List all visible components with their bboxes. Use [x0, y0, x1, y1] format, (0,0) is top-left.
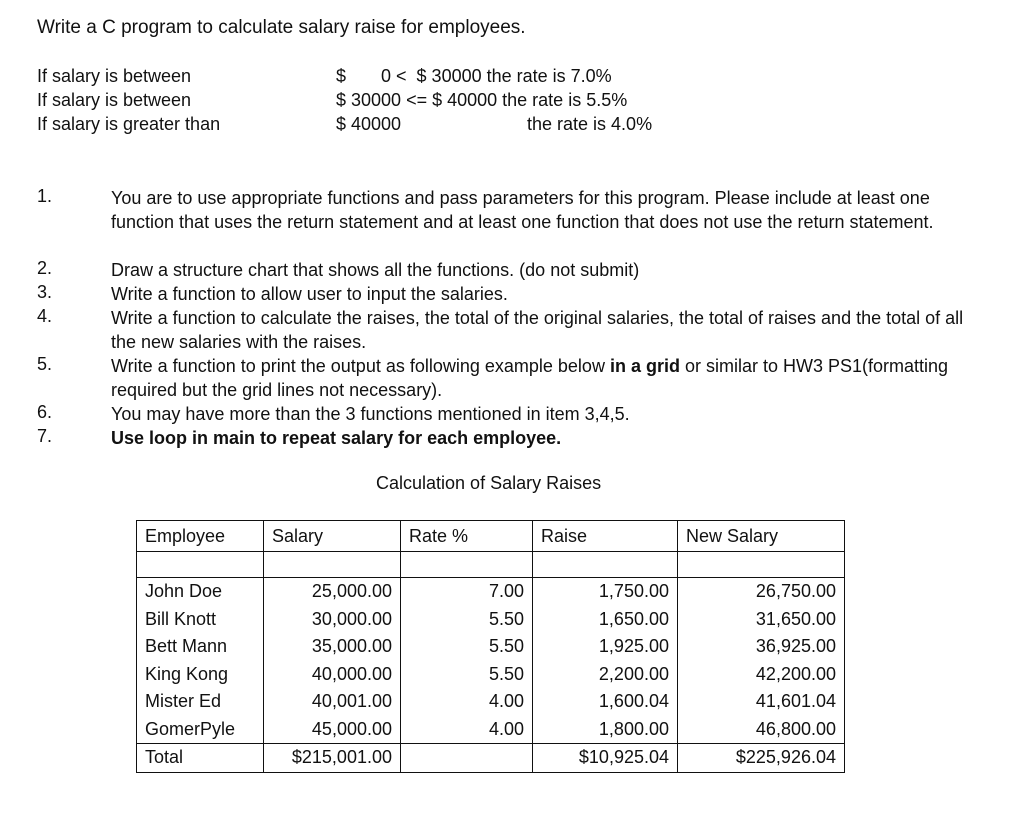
rate-cell: 5.50	[401, 661, 533, 689]
spacer-cell	[137, 552, 264, 578]
rate-cell: 4.00	[401, 716, 533, 744]
list-item-text: Write a function to allow user to input the salaries.	[111, 284, 508, 304]
rate-condition-range: $ 30000 <= $ 40000 the rate is 5.5%	[336, 90, 628, 110]
list-item-text: Write a function to calculate the raises, the total of the original salaries, the total of raises and the total of all the new salaries with the raises.	[111, 308, 964, 352]
table-spacer-row	[137, 552, 845, 578]
employee-cell: King Kong	[137, 661, 264, 689]
new-salary-cell: 46,800.00	[678, 716, 845, 744]
list-item-number: 6.	[37, 402, 53, 422]
list-item-number: 5.	[37, 354, 53, 374]
rate-condition-range: $ 40000	[336, 114, 402, 134]
spacer-cell	[401, 552, 533, 578]
list-item-text-part: or similar to HW3 PS1(formatting required but the grid lines not necessary).	[111, 356, 949, 400]
spacer-cell	[533, 552, 678, 578]
table-total-row	[137, 744, 845, 773]
rate-cell: 7.00	[401, 578, 533, 606]
total-new-salary-cell: $225,926.04	[678, 744, 845, 773]
rate-condition-label: If salary is between	[37, 66, 192, 86]
list-item-text	[111, 354, 991, 402]
table-row	[137, 606, 845, 634]
employee-cell: Mister Ed	[137, 688, 264, 716]
total-label-cell: Total	[137, 744, 264, 773]
list-item-number: 3.	[37, 282, 53, 302]
table-row	[137, 661, 845, 689]
list-item-number: 7.	[37, 426, 53, 446]
rate-condition-rate: the rate is 4.0%	[527, 114, 653, 134]
table-row	[137, 688, 845, 716]
raise-cell: 1,800.00	[533, 716, 678, 744]
total-salary-cell: $215,001.00	[264, 744, 401, 773]
list-item-text: Draw a structure chart that shows all the functions. (do not submit)	[111, 260, 640, 280]
raise-cell: 2,200.00	[533, 661, 678, 689]
salary-cell: 25,000.00	[264, 578, 401, 606]
new-salary-cell: 26,750.00	[678, 578, 845, 606]
new-salary-cell: 41,601.04	[678, 688, 845, 716]
spacer-cell	[678, 552, 845, 578]
spacer-cell	[264, 552, 401, 578]
header-rate: Rate %	[401, 521, 533, 552]
salary-cell: 35,000.00	[264, 633, 401, 661]
new-salary-cell: 36,925.00	[678, 633, 845, 661]
list-item-text-part: Write a function to print the output as following example below	[111, 356, 610, 376]
assignment-title: Write a C program to calculate salary raise for employees.	[37, 17, 526, 38]
raise-cell: 1,925.00	[533, 633, 678, 661]
employee-cell: Bett Mann	[137, 633, 264, 661]
table-header-row	[137, 521, 845, 552]
salary-cell: 40,000.00	[264, 661, 401, 689]
rate-cell: 5.50	[401, 606, 533, 634]
salary-cell: 40,001.00	[264, 688, 401, 716]
list-item-text: You may have more than the 3 functions mentioned in item 3,4,5.	[111, 404, 630, 424]
raise-cell: 1,650.00	[533, 606, 678, 634]
header-new-salary: New Salary	[678, 521, 845, 552]
list-item-text-emphasis: in a grid	[609, 356, 680, 376]
new-salary-cell: 42,200.00	[678, 661, 845, 689]
salary-cell: 30,000.00	[264, 606, 401, 634]
table-row	[137, 716, 845, 744]
employee-cell: GomerPyle	[137, 716, 264, 744]
list-item-number: 1.	[37, 186, 53, 206]
raise-cell: 1,600.04	[533, 688, 678, 716]
employee-cell: Bill Knott	[137, 606, 264, 634]
total-raise-cell: $10,925.04	[533, 744, 678, 773]
rate-condition-label: If salary is between	[37, 90, 192, 110]
employee-cell: John Doe	[137, 578, 264, 606]
raise-cell: 1,750.00	[533, 578, 678, 606]
total-rate-cell	[401, 744, 533, 773]
table-row	[137, 633, 845, 661]
new-salary-cell: 31,650.00	[678, 606, 845, 634]
rate-condition-label: If salary is greater than	[37, 114, 221, 134]
header-salary: Salary	[264, 521, 401, 552]
rate-cell: 4.00	[401, 688, 533, 716]
salary-raises-table	[136, 520, 845, 773]
rate-cell: 5.50	[401, 633, 533, 661]
list-item-text: You are to use appropriate functions and pass parameters for this program. Please include at least one function that uses the return statement and at least one function that does not use the return statement.	[111, 188, 934, 232]
salary-cell: 45,000.00	[264, 716, 401, 744]
table-caption: Calculation of Salary Raises	[376, 473, 602, 493]
list-item-number: 2.	[37, 258, 53, 278]
list-item-number: 4.	[37, 306, 53, 326]
table-row	[137, 578, 845, 606]
header-employee: Employee	[137, 521, 264, 552]
list-item-text: Use loop in main to repeat salary for each employee.	[111, 428, 562, 448]
header-raise: Raise	[533, 521, 678, 552]
rate-condition-range: $ 0 < $ 30000 the rate is 7.0%	[336, 66, 612, 86]
